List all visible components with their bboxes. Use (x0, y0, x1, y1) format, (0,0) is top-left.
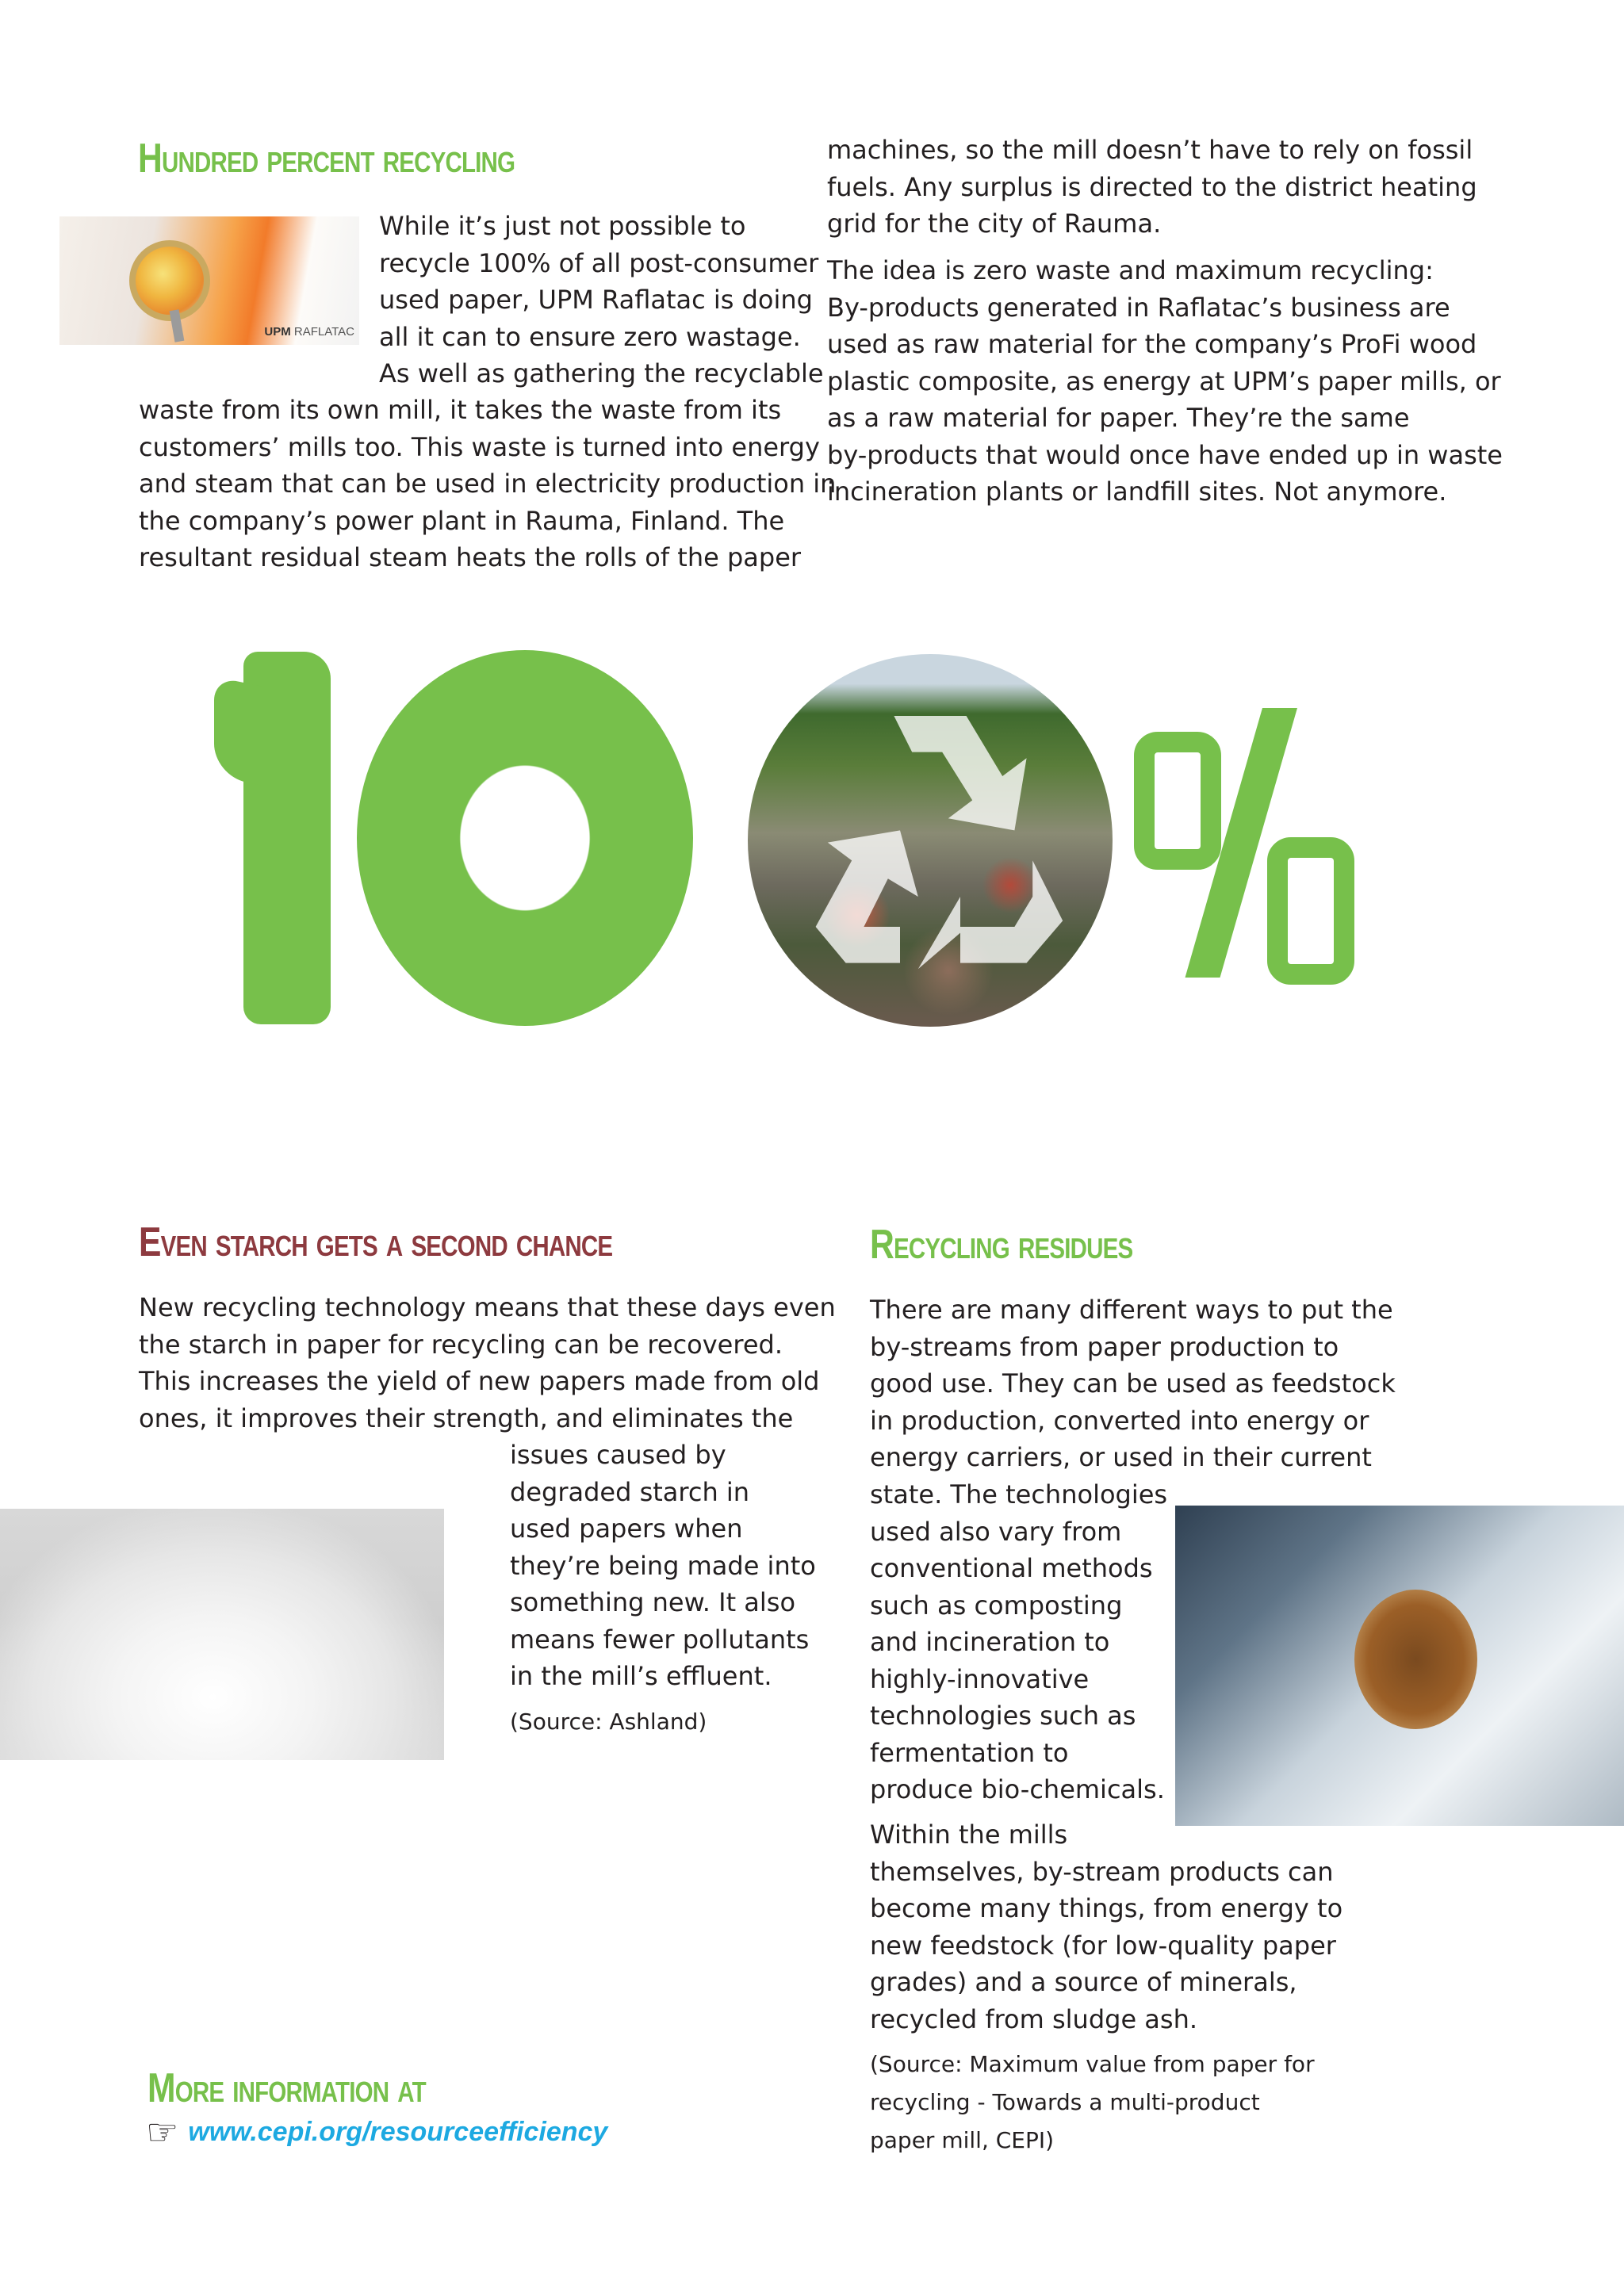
section2-full-text (139, 1289, 836, 1437)
pointing-hand-icon: ☞ (146, 2110, 179, 2153)
digit-one-serif (214, 676, 266, 786)
text-line: grid for the city of Rauma. (827, 209, 1162, 239)
text-line: become many things, from energy to (870, 1893, 1343, 1923)
text-line: and incineration to (870, 1627, 1110, 1657)
text-line: they’re being made into (510, 1550, 816, 1581)
text-line: (Source: Maximum value from paper for (870, 2051, 1315, 2077)
text-line: recycled from sludge ash. (870, 2003, 1198, 2034)
text-line: By-products generated in Raflatac’s business are (827, 292, 1450, 323)
text-line: the company’s power plant in Rauma, Finland. The (139, 505, 785, 536)
text-line: energy carriers, or used in their current (870, 1442, 1372, 1472)
text-line: in the mill’s effluent. (510, 1661, 772, 1691)
text-line: paper mill, CEPI) (870, 2127, 1055, 2153)
text-line: machines, so the mill doesn’t have to rely on fossil (827, 135, 1473, 165)
section2-narrow-text (510, 1437, 816, 1695)
section-heading-hundred-percent: Hundred percent recycling (138, 136, 515, 182)
text-line: something new. It also (510, 1587, 796, 1617)
section3-narrow-text (870, 1476, 1167, 1808)
text-line: all it can to ensure zero wastage. (379, 321, 801, 352)
text-line: issues caused by (510, 1440, 726, 1470)
text-line: technologies such as (870, 1701, 1136, 1731)
text-line: good use. They can be used as feedstock (870, 1368, 1396, 1399)
text-line: as a raw material for paper. They’re the same (827, 403, 1410, 433)
text-line: fermentation to (870, 1737, 1069, 1768)
raflatac-logo (264, 325, 354, 339)
section1-full-text (139, 392, 836, 576)
text-line: As well as gathering the recyclable (379, 358, 824, 388)
text-line: incineration plants or landfill sites. Not anymore. (827, 476, 1447, 507)
text-line: themselves, by-stream products can (870, 1856, 1334, 1887)
text-line: waste from its own mill, it takes the waste from its (139, 395, 782, 425)
text-line: conventional methods (870, 1553, 1153, 1583)
section2-source: (Source: Ashland) (510, 1709, 707, 1735)
text-line: and steam that can be used in electricity production in (139, 469, 837, 499)
more-info-heading: More information at (147, 2065, 426, 2111)
text-line: New recycling technology means that these days even (139, 1292, 836, 1322)
text-line: There are many different ways to put the (870, 1295, 1393, 1325)
more-info-link-row (146, 2110, 608, 2153)
text-line: While it’s just not possible to (379, 211, 746, 241)
section1-wrap-text (379, 208, 824, 392)
text-line: fuels. Any surplus is directed to the district heating (827, 171, 1477, 202)
percent-bottom-circle (1267, 837, 1354, 985)
raflatac-logo-product: RAFLATAC (293, 325, 354, 339)
text-line: by-products that would once have ended up in waste (827, 439, 1503, 470)
upm-raflatac-image (59, 216, 359, 345)
text-line: used also vary from (870, 1516, 1122, 1547)
percent-top-circle (1134, 732, 1221, 870)
digit-zero (357, 650, 693, 1026)
section1-right-para1 (827, 132, 1477, 243)
text-line: resultant residual steam heats the rolls of the paper (139, 542, 802, 572)
recycle-icon (779, 686, 1081, 987)
cepi-link[interactable]: www.cepi.org/resourceefficiency (188, 2116, 608, 2147)
text-line: produce bio-chemicals. (870, 1774, 1165, 1804)
text-line: highly-innovative (870, 1663, 1090, 1694)
text-line: ones, it improves their strength, and eliminates the (139, 1402, 794, 1433)
text-line: used as raw material for the company’s ProFi wood (827, 329, 1477, 359)
text-line: state. The technologies (870, 1479, 1168, 1510)
text-line: recycling - Towards a multi-product (870, 2089, 1260, 2115)
text-line: grades) and a source of minerals, (870, 1967, 1297, 1997)
text-line: recycle 100% of all post-consumer (379, 247, 819, 278)
paper-roll-image (1175, 1506, 1624, 1826)
text-line: by-streams from paper production to (870, 1331, 1339, 1362)
text-line: plastic composite, as energy at UPM’s paper mills, or (827, 365, 1501, 396)
text-line: customers’ mills too. This waste is turned into energy (139, 431, 820, 462)
text-line: used papers when (510, 1513, 743, 1544)
text-line: means fewer pollutants (510, 1624, 810, 1655)
text-line: Within the mills (870, 1820, 1068, 1850)
text-line: the starch in paper for recycling can be recovered. (139, 1329, 783, 1360)
text-line: The idea is zero waste and maximum recycling: (827, 255, 1434, 285)
section1-right-para2 (827, 252, 1503, 511)
section3-full-text (870, 1292, 1396, 1476)
section-heading-starch: Even starch gets a second chance (139, 1219, 613, 1265)
text-line: in production, converted into energy or (870, 1405, 1369, 1436)
text-line: degraded starch in (510, 1476, 750, 1507)
section3-source (870, 2045, 1315, 2160)
text-line: new feedstock (for low-quality paper (870, 1930, 1336, 1961)
text-line: such as composting (870, 1590, 1123, 1621)
starch-powder-image (0, 1509, 444, 1760)
magnifying-glass-icon (129, 240, 210, 321)
text-line: This increases the yield of new papers made from old (139, 1366, 820, 1396)
section-heading-recycling-residues: Recycling residues (870, 1222, 1133, 1268)
text-line: used paper, UPM Raflatac is doing (379, 285, 813, 315)
section3-para2 (870, 1816, 1342, 2038)
raflatac-logo-brand: UPM (264, 325, 291, 339)
paper-roll-core (1354, 1590, 1477, 1729)
